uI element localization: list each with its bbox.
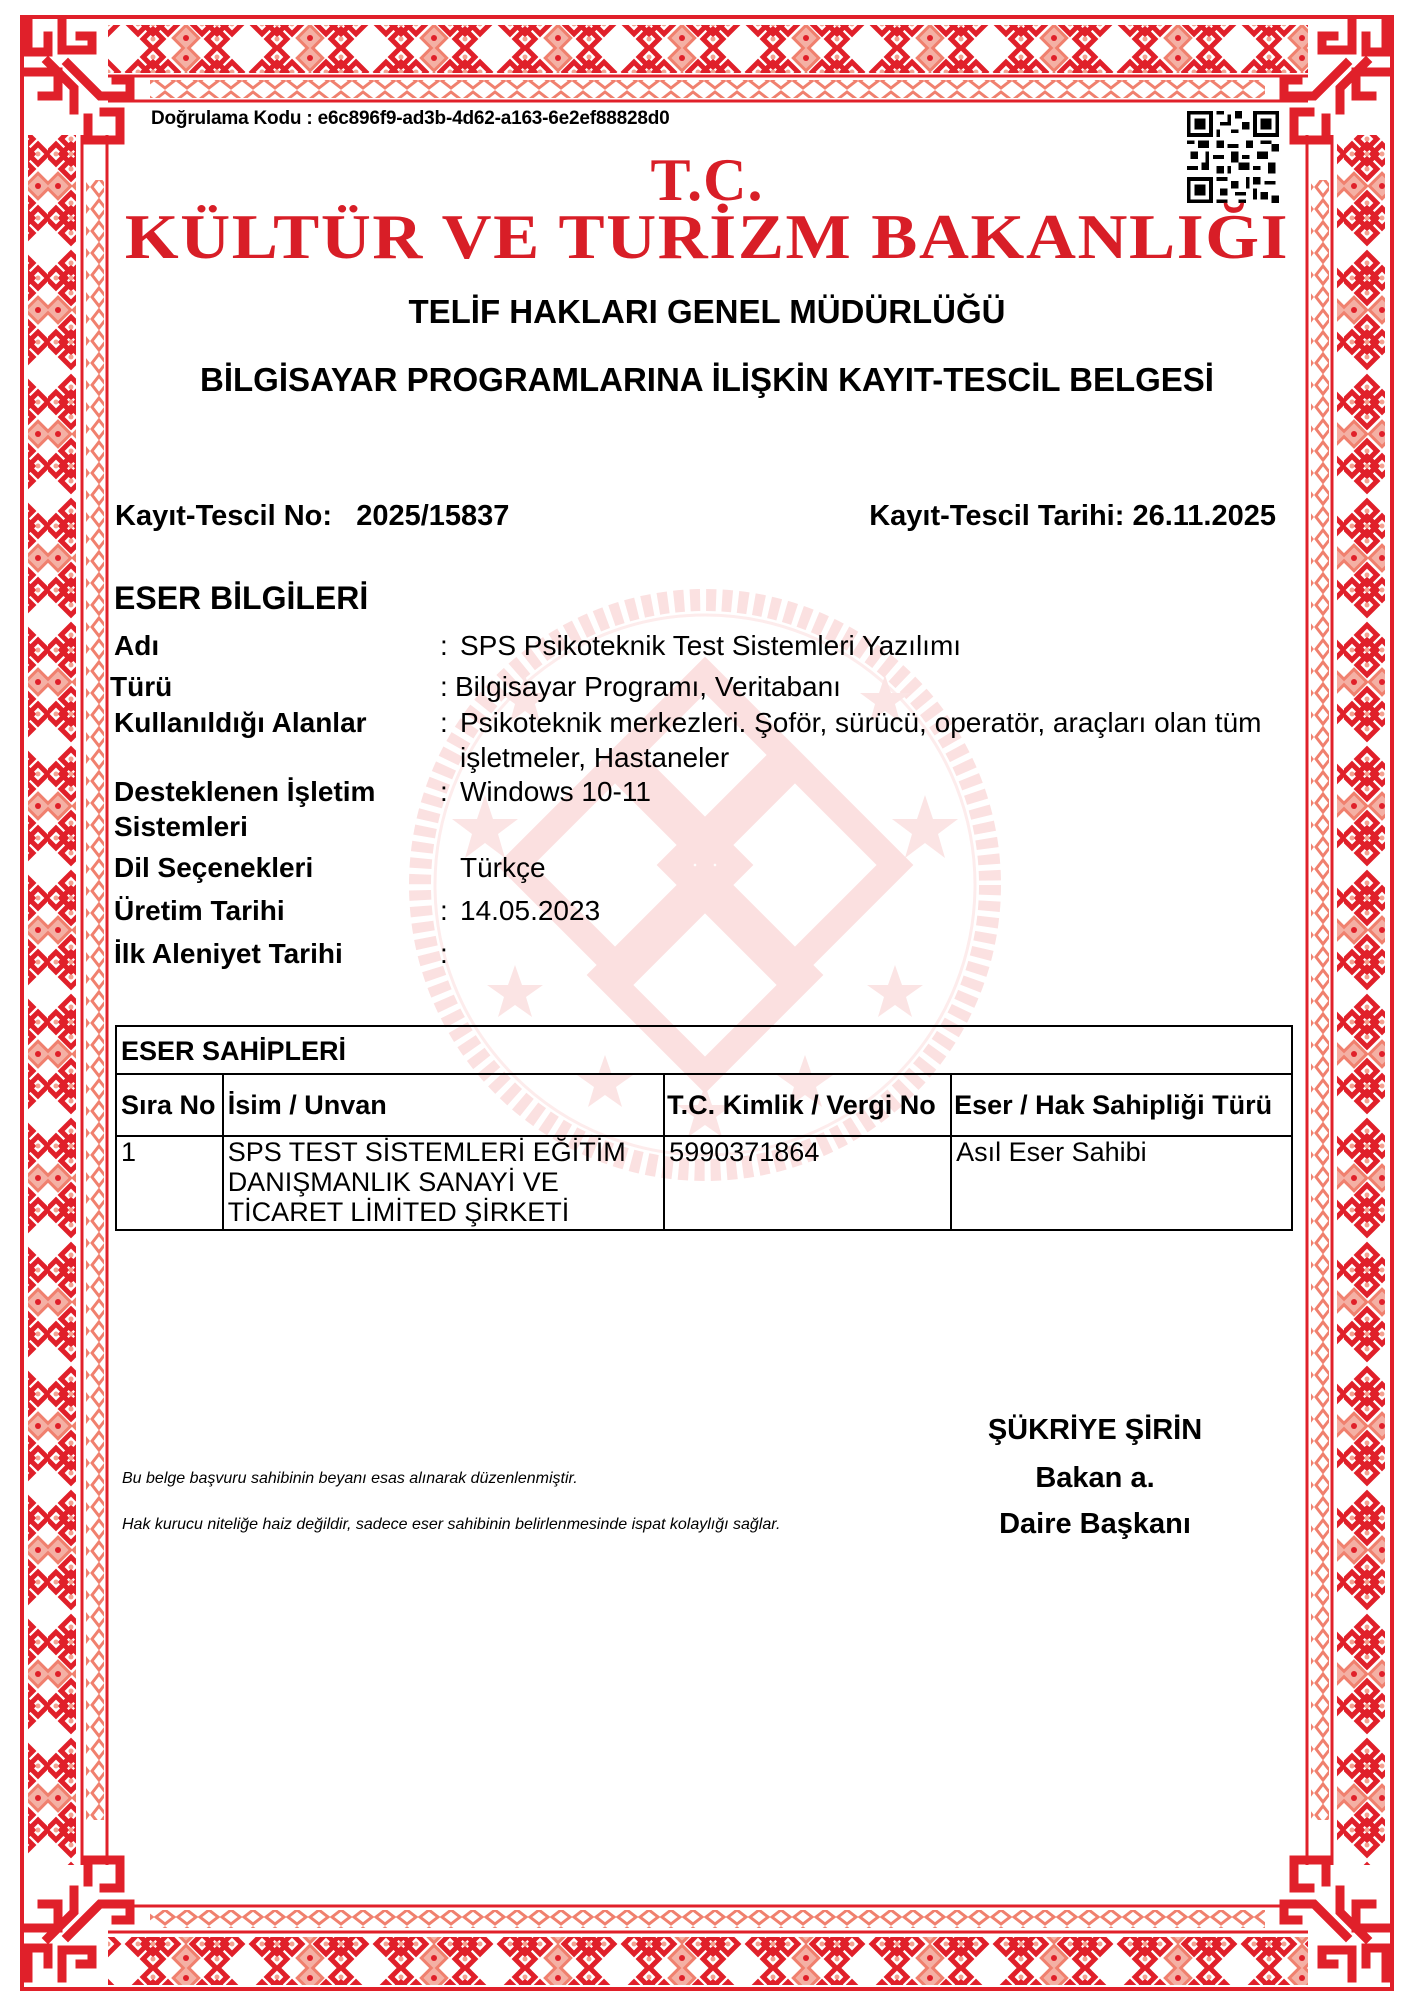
info-colon: :: [440, 938, 448, 969]
owners-table-title: ESER SAHİPLERİ: [116, 1026, 1292, 1074]
info-value: Bilgisayar Programı, Veritabanı: [455, 671, 841, 702]
owners-table-header: [116, 1074, 1292, 1136]
info-colon: :: [440, 895, 448, 926]
info-value: 14.05.2023: [460, 895, 601, 926]
directorate-name: TELİF HAKLARI GENEL MÜDÜRLÜĞÜ: [408, 293, 1006, 330]
column-header-id: T.C. Kimlik / Vergi No: [664, 1074, 951, 1136]
signatory-role-on-behalf: Bakan a.: [1035, 1462, 1155, 1494]
footer-note-declaration: Bu belge başvuru sahibinin beyanı esas alınarak düzenlenmiştir.: [122, 1470, 578, 1487]
registration-date: [869, 500, 1276, 533]
table-row: [116, 1136, 1292, 1230]
registration-date-value: 26.11.2025: [1132, 500, 1276, 532]
cell-ownership-type: Asıl Eser Sahibi: [951, 1136, 1292, 1230]
info-colon: :: [440, 671, 448, 702]
info-value: Türkçe: [460, 852, 546, 883]
info-colon: :: [440, 630, 448, 661]
info-value: Windows 10-11: [460, 776, 651, 807]
info-colon: :: [440, 776, 448, 807]
info-label: Adı: [114, 630, 160, 661]
info-label: Desteklenen İşletim Sistemleri: [114, 776, 376, 842]
info-value: Psikoteknik merkezleri. Şoför, sürücü, operatör, araçları olan tüm işletmeler, Hastaneler: [460, 707, 1262, 773]
column-header-no: Sıra No: [116, 1074, 223, 1136]
registration-number-value: 2025/15837: [356, 500, 510, 532]
ministry-name: KÜLTÜR VE TURİZM BAKANLIĞI: [124, 201, 1290, 272]
column-header-ownership-type: Eser / Hak Sahipliği Türü: [951, 1074, 1292, 1136]
info-label: Dil Seçenekleri: [114, 852, 314, 883]
info-label: İlk Aleniyet Tarihi: [114, 938, 343, 969]
document-title: BİLGİSAYAR PROGRAMLARINA İLİŞKİN KAYIT-TESCİL BELGESİ: [200, 361, 1214, 398]
verification-code-label: Doğrulama Kodu: [151, 108, 302, 129]
owners-table-title-row: [116, 1026, 1292, 1074]
state-abbreviation: T.C.: [650, 147, 764, 213]
registration-date-label: Kayıt-Tescil Tarihi:: [869, 500, 1125, 532]
info-value: SPS Psikoteknik Test Sistemleri Yazılımı: [460, 630, 962, 661]
work-info-title: ESER BİLGİLERİ: [114, 580, 369, 616]
info-label: Üretim Tarihi: [114, 895, 285, 926]
info-label: Kullanıldığı Alanlar: [114, 707, 367, 738]
column-header-name: İsim / Unvan: [223, 1074, 664, 1136]
verification-code-value: e6c896f9-ad3b-4d62-a163-6e2ef88828d0: [317, 108, 670, 129]
cell-id: 5990371864: [664, 1136, 951, 1230]
verification-code: Doğrulama Kodu : e6c896f9-ad3b-4d62-a163-6e2ef88828d0: [151, 108, 670, 129]
cell-name: SPS TEST SİSTEMLERİ EĞİTİM DANIŞMANLIK SANAYİ VE TİCARET LİMİTED ŞİRKETİ: [223, 1136, 664, 1230]
signatory-title: Daire Başkanı: [999, 1508, 1191, 1540]
signatory-name: ŞÜKRİYE ŞİRİN: [987, 1414, 1203, 1446]
owners-table: [115, 1025, 1293, 1231]
registration-number-label: Kayıt-Tescil No:: [115, 500, 333, 532]
registration-number: [115, 500, 509, 533]
cell-no: 1: [116, 1136, 223, 1230]
info-colon: :: [440, 707, 448, 738]
footer-note-disclaimer: Hak kurucu niteliğe haiz değildir, sadece eser sahibinin belirlenmesinde ispat kolaylığı sağlar.: [122, 1516, 781, 1533]
info-label: Türü: [110, 671, 173, 702]
